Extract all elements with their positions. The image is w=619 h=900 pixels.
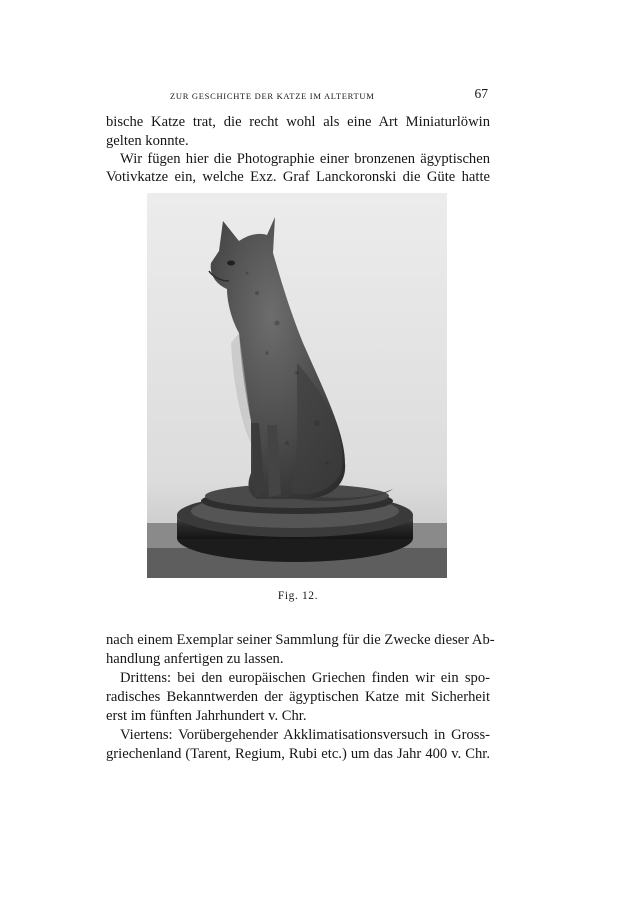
running-title: ZUR GESCHICHTE DER KATZE IM ALTERTUM: [170, 91, 375, 101]
text-line: bische Katze trat, die recht wohl als eine Art Miniaturlöwin: [106, 114, 490, 130]
text-line: erst im fünften Jahrhundert v. Chr.: [106, 708, 307, 724]
text-line: Votivkatze ein, welche Exz. Graf Lanckoronski die Güte hatte: [106, 169, 490, 185]
text-line: griechenland (Tarent, Regium, Rubi etc.) um das Jahr 400 v. Chr.: [106, 746, 490, 762]
figure-caption: Fig. 12.: [277, 590, 319, 602]
text-line: Drittens: bei den europäischen Griechen finden wir ein spo-: [120, 670, 490, 686]
text-line: gelten konnte.: [106, 133, 189, 149]
page-number: 67: [474, 86, 488, 101]
text-line: radisches Bekanntwerden der ägyptischen Katze mit Sicherheit: [106, 689, 490, 705]
cat-statuette-photo: [147, 193, 447, 578]
text-line: handlung anfertigen zu lassen.: [106, 651, 284, 667]
text-line: nach einem Exemplar seiner Sammlung für die Zwecke dieser Ab-: [106, 632, 495, 648]
text-line: Viertens: Vorübergehender Akklimatisationsversuch in Gross-: [120, 727, 490, 743]
running-header: [106, 86, 488, 106]
text-line: Wir fügen hier die Photographie einer bronzenen ägyptischen: [120, 151, 490, 167]
